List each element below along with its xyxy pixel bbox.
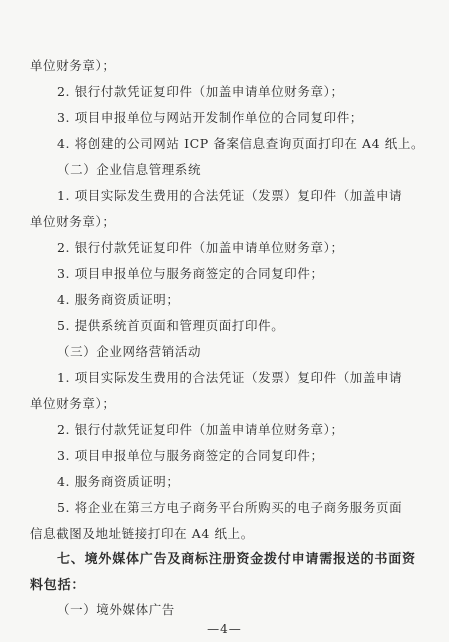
- section-heading: （二）企业信息管理系统: [57, 162, 202, 177]
- text-line: 4. 服务商资质证明；: [57, 474, 180, 489]
- text-line: 单位财务章）；: [30, 214, 116, 229]
- text-line: 5. 将企业在第三方电子商务平台所购买的电子商务服务页面: [57, 500, 403, 515]
- section-heading: （三）企业网络营销活动: [57, 344, 202, 359]
- text-line: 1. 项目实际发生费用的合法凭证（发票）复印件（加盖申请: [57, 188, 403, 203]
- text-line: 2. 银行付款凭证复印件（加盖申请单位财务章）；: [57, 422, 344, 437]
- text-line: 4. 服务商资质证明；: [57, 292, 180, 307]
- page-number: —4—: [207, 622, 242, 636]
- text-line: 1. 项目实际发生费用的合法凭证（发票）复印件（加盖申请: [57, 370, 403, 385]
- chapter-heading: 料包括：: [30, 578, 86, 593]
- text-line: 5. 提供系统首页面和管理页面打印件。: [57, 318, 285, 333]
- chapter-heading: 七、境外媒体广告及商标注册资金拨付申请需报送的书面资: [57, 552, 416, 567]
- text-line: 4. 将创建的公司网站 ICP 备案信息查询页面打印在 A4 纸上。: [57, 136, 425, 151]
- text-line: 信息截图及地址链接打印在 A4 纸上。: [30, 526, 254, 541]
- text-line: 单位财务章）；: [30, 396, 116, 411]
- text-line: 3. 项目申报单位与网站开发制作单位的合同复印件；: [57, 110, 363, 125]
- text-line: 单位财务章）；: [30, 58, 116, 73]
- text-line: 2. 银行付款凭证复印件（加盖申请单位财务章）；: [57, 240, 344, 255]
- text-line: 2. 银行付款凭证复印件（加盖申请单位财务章）；: [57, 84, 344, 99]
- text-line: 3. 项目申报单位与服务商签定的合同复印件；: [57, 266, 324, 281]
- text-line: 3. 项目申报单位与服务商签定的合同复印件；: [57, 448, 324, 463]
- section-heading: （一）境外媒体广告: [57, 602, 175, 617]
